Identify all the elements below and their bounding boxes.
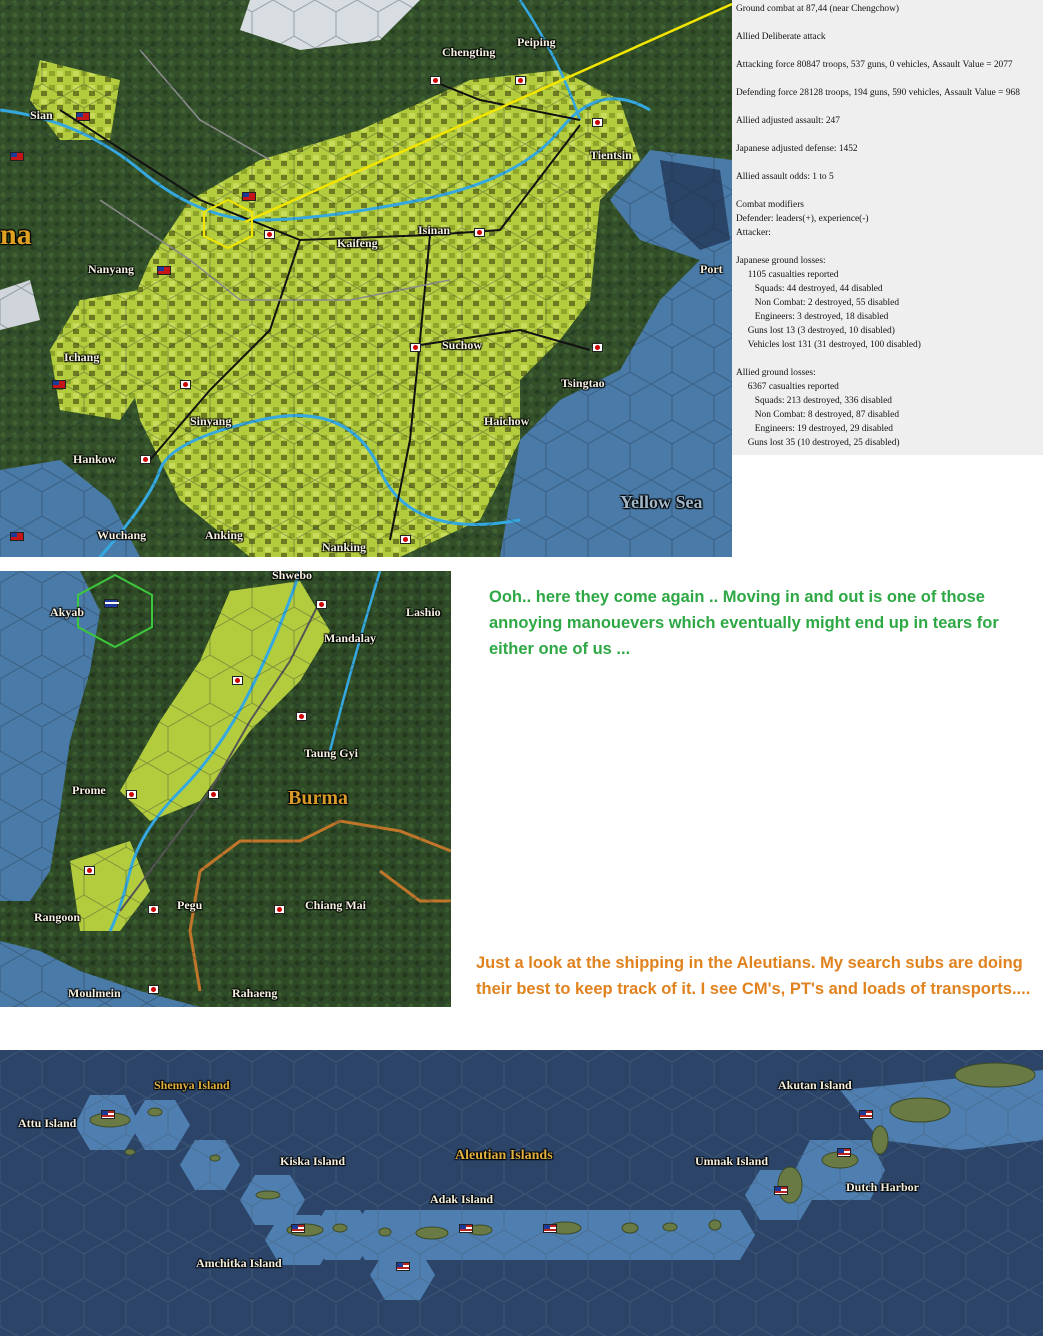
combat-report-line: Combat modifiers	[736, 200, 804, 210]
combat-report-line: Engineers: 3 destroyed, 18 disabled	[736, 312, 889, 322]
us-flag-icon[interactable]	[859, 1110, 873, 1119]
city-label: Taung Gyi	[304, 746, 358, 760]
combat-report-line	[736, 184, 1039, 198]
region-label: Burma	[288, 787, 348, 809]
japanese-flag-icon[interactable]	[400, 535, 411, 544]
combat-report-line: Japanese adjusted defense: 1452	[736, 144, 858, 154]
japanese-flag-icon[interactable]	[148, 905, 159, 914]
japanese-flag-icon[interactable]	[264, 230, 275, 239]
combat-report-line: 6367 casualties reported	[736, 382, 839, 392]
city-label: Tsingtao	[561, 376, 605, 390]
city-label: Anking	[205, 528, 244, 542]
combat-report-line: Guns lost 13 (3 destroyed, 10 disabled)	[736, 326, 895, 336]
island-label: Amchitka Island	[196, 1256, 282, 1270]
region-label: Aleutian Islands	[455, 1148, 553, 1163]
city-label: Prome	[72, 783, 106, 797]
island-label: Umnak Island	[695, 1154, 769, 1168]
china-map-terrain	[0, 0, 732, 557]
us-flag-icon[interactable]	[774, 1186, 788, 1195]
chinese-flag-icon[interactable]	[76, 112, 90, 121]
japanese-flag-icon[interactable]	[126, 790, 137, 799]
china-map[interactable]	[0, 0, 732, 557]
combat-report-line	[736, 100, 1039, 114]
burma-map[interactable]	[0, 571, 451, 1007]
combat-report-line: Non Combat: 8 destroyed, 87 disabled	[736, 410, 900, 420]
japanese-flag-icon[interactable]	[296, 712, 307, 721]
combat-report-line: Ground combat at 87,44 (near Chengchow)	[736, 4, 899, 14]
combat-report-line: Allied assault odds: 1 to 5	[736, 172, 834, 182]
us-flag-icon[interactable]	[291, 1224, 305, 1233]
british-flag-icon[interactable]	[104, 599, 118, 608]
island-label: Dutch Harbor	[846, 1180, 919, 1194]
combat-report-line	[736, 72, 1039, 86]
island-label: Akutan Island	[778, 1078, 852, 1092]
city-label: Ichang	[64, 350, 100, 364]
city-label: Hankow	[73, 452, 117, 466]
japanese-flag-icon[interactable]	[140, 455, 151, 464]
combat-report-line: Non Combat: 2 destroyed, 55 disabled	[736, 298, 900, 308]
city-label: Isinan	[418, 223, 451, 237]
combat-report-line	[736, 16, 1039, 30]
combat-report-line: Attacking force 80847 troops, 537 guns, 0 vehicles, Assault Value = 2077	[736, 60, 1013, 70]
city-label: Peiping	[517, 35, 556, 49]
combat-report-line: Allied adjusted assault: 247	[736, 116, 840, 126]
city-label: Haichow	[484, 414, 530, 428]
combat-report-line	[736, 240, 1039, 254]
city-label: Akyab	[50, 605, 85, 619]
island-label: Adak Island	[430, 1192, 494, 1206]
burma-map-terrain	[0, 571, 451, 1007]
combat-report-line: Allied Deliberate attack	[736, 32, 826, 42]
city-label: Port	[700, 262, 723, 276]
combat-report-line: Defending force 28128 troops, 194 guns, 590 vehicles, Assault Value = 968	[736, 88, 1020, 98]
chinese-flag-icon[interactable]	[157, 266, 171, 275]
us-flag-icon[interactable]	[837, 1148, 851, 1157]
us-flag-icon[interactable]	[543, 1224, 557, 1233]
city-label: Chengting	[442, 45, 496, 59]
combat-report-line	[736, 44, 1039, 58]
japanese-flag-icon[interactable]	[592, 118, 603, 127]
japanese-flag-icon[interactable]	[430, 76, 441, 85]
japanese-flag-icon[interactable]	[232, 676, 243, 685]
city-label: Shwebo	[272, 571, 313, 582]
japanese-flag-icon[interactable]	[592, 343, 603, 352]
combat-report-line: Engineers: 19 destroyed, 29 disabled	[736, 424, 893, 434]
city-label: Sinyang	[190, 414, 232, 428]
japanese-flag-icon[interactable]	[208, 790, 219, 799]
combat-report-line: Squads: 213 destroyed, 336 disabled	[736, 396, 892, 406]
japanese-flag-icon[interactable]	[274, 905, 285, 914]
us-flag-icon[interactable]	[396, 1262, 410, 1271]
combat-report-line	[736, 352, 1039, 366]
city-label: Rangoon	[34, 910, 81, 924]
aleutians-commentary: Just a look at the shipping in the Aleutians. My search subs are doing their best to keep track of it. I see CM's, PT's and loads of transports....	[476, 954, 1031, 998]
combat-report-line: Japanese ground losses:	[736, 256, 826, 266]
city-label: Kaifeng	[337, 236, 378, 250]
island-label: Kiska Island	[280, 1154, 346, 1168]
sea-label: Yellow Sea	[620, 492, 703, 512]
combat-report-line: Defender: leaders(+), experience(-)	[736, 214, 869, 224]
combat-report-line	[736, 128, 1039, 142]
city-label: Tientsin	[590, 148, 632, 162]
japanese-flag-icon[interactable]	[515, 76, 526, 85]
city-label: Chiang Mai	[305, 898, 367, 912]
city-label: Nanyang	[88, 262, 135, 276]
city-label: Suchow	[442, 338, 483, 352]
japanese-flag-icon[interactable]	[474, 228, 485, 237]
combat-report-line: Vehicles lost 131 (31 destroyed, 100 disabled)	[736, 340, 921, 350]
combat-report-line: Attacker:	[736, 228, 771, 238]
combat-report-line: Squads: 44 destroyed, 44 disabled	[736, 284, 883, 294]
region-label: na	[0, 218, 32, 251]
japanese-flag-icon[interactable]	[148, 985, 159, 994]
combat-report-line: 1105 casualties reported	[736, 270, 839, 280]
combat-report-panel	[732, 0, 1043, 455]
combat-report-line	[736, 156, 1039, 170]
burma-commentary: Ooh.. here they come again .. Moving in and out is one of those annoying manouevers which eventually might end up in tears for either one of us ...	[489, 588, 999, 658]
city-label: Moulmein	[68, 986, 121, 1000]
island-label: Attu Island	[18, 1116, 77, 1130]
combat-report-line: Guns lost 35 (10 destroyed, 25 disabled)	[736, 438, 900, 448]
japanese-flag-icon[interactable]	[84, 866, 95, 875]
city-label: Lashio	[406, 605, 441, 619]
city-label: Sian	[30, 108, 53, 122]
us-flag-icon[interactable]	[459, 1224, 473, 1233]
us-flag-icon[interactable]	[101, 1110, 115, 1119]
japanese-flag-icon[interactable]	[316, 600, 327, 609]
city-label: Mandalay	[324, 631, 377, 645]
city-label: Rahaeng	[232, 986, 278, 1000]
city-label: Wuchang	[97, 528, 147, 542]
japanese-flag-icon[interactable]	[180, 380, 191, 389]
chinese-flag-icon[interactable]	[52, 380, 66, 389]
chinese-flag-icon[interactable]	[242, 192, 256, 201]
japanese-flag-icon[interactable]	[410, 343, 421, 352]
aleutian-map[interactable]	[0, 1050, 1043, 1336]
combat-report-line: Allied ground losses:	[736, 368, 816, 378]
chinese-flag-icon[interactable]	[10, 152, 24, 161]
chinese-flag-icon[interactable]	[10, 532, 24, 541]
city-label: Nanking	[322, 540, 367, 554]
city-label: Pegu	[177, 898, 203, 912]
island-label: Shemya Island	[154, 1078, 230, 1092]
